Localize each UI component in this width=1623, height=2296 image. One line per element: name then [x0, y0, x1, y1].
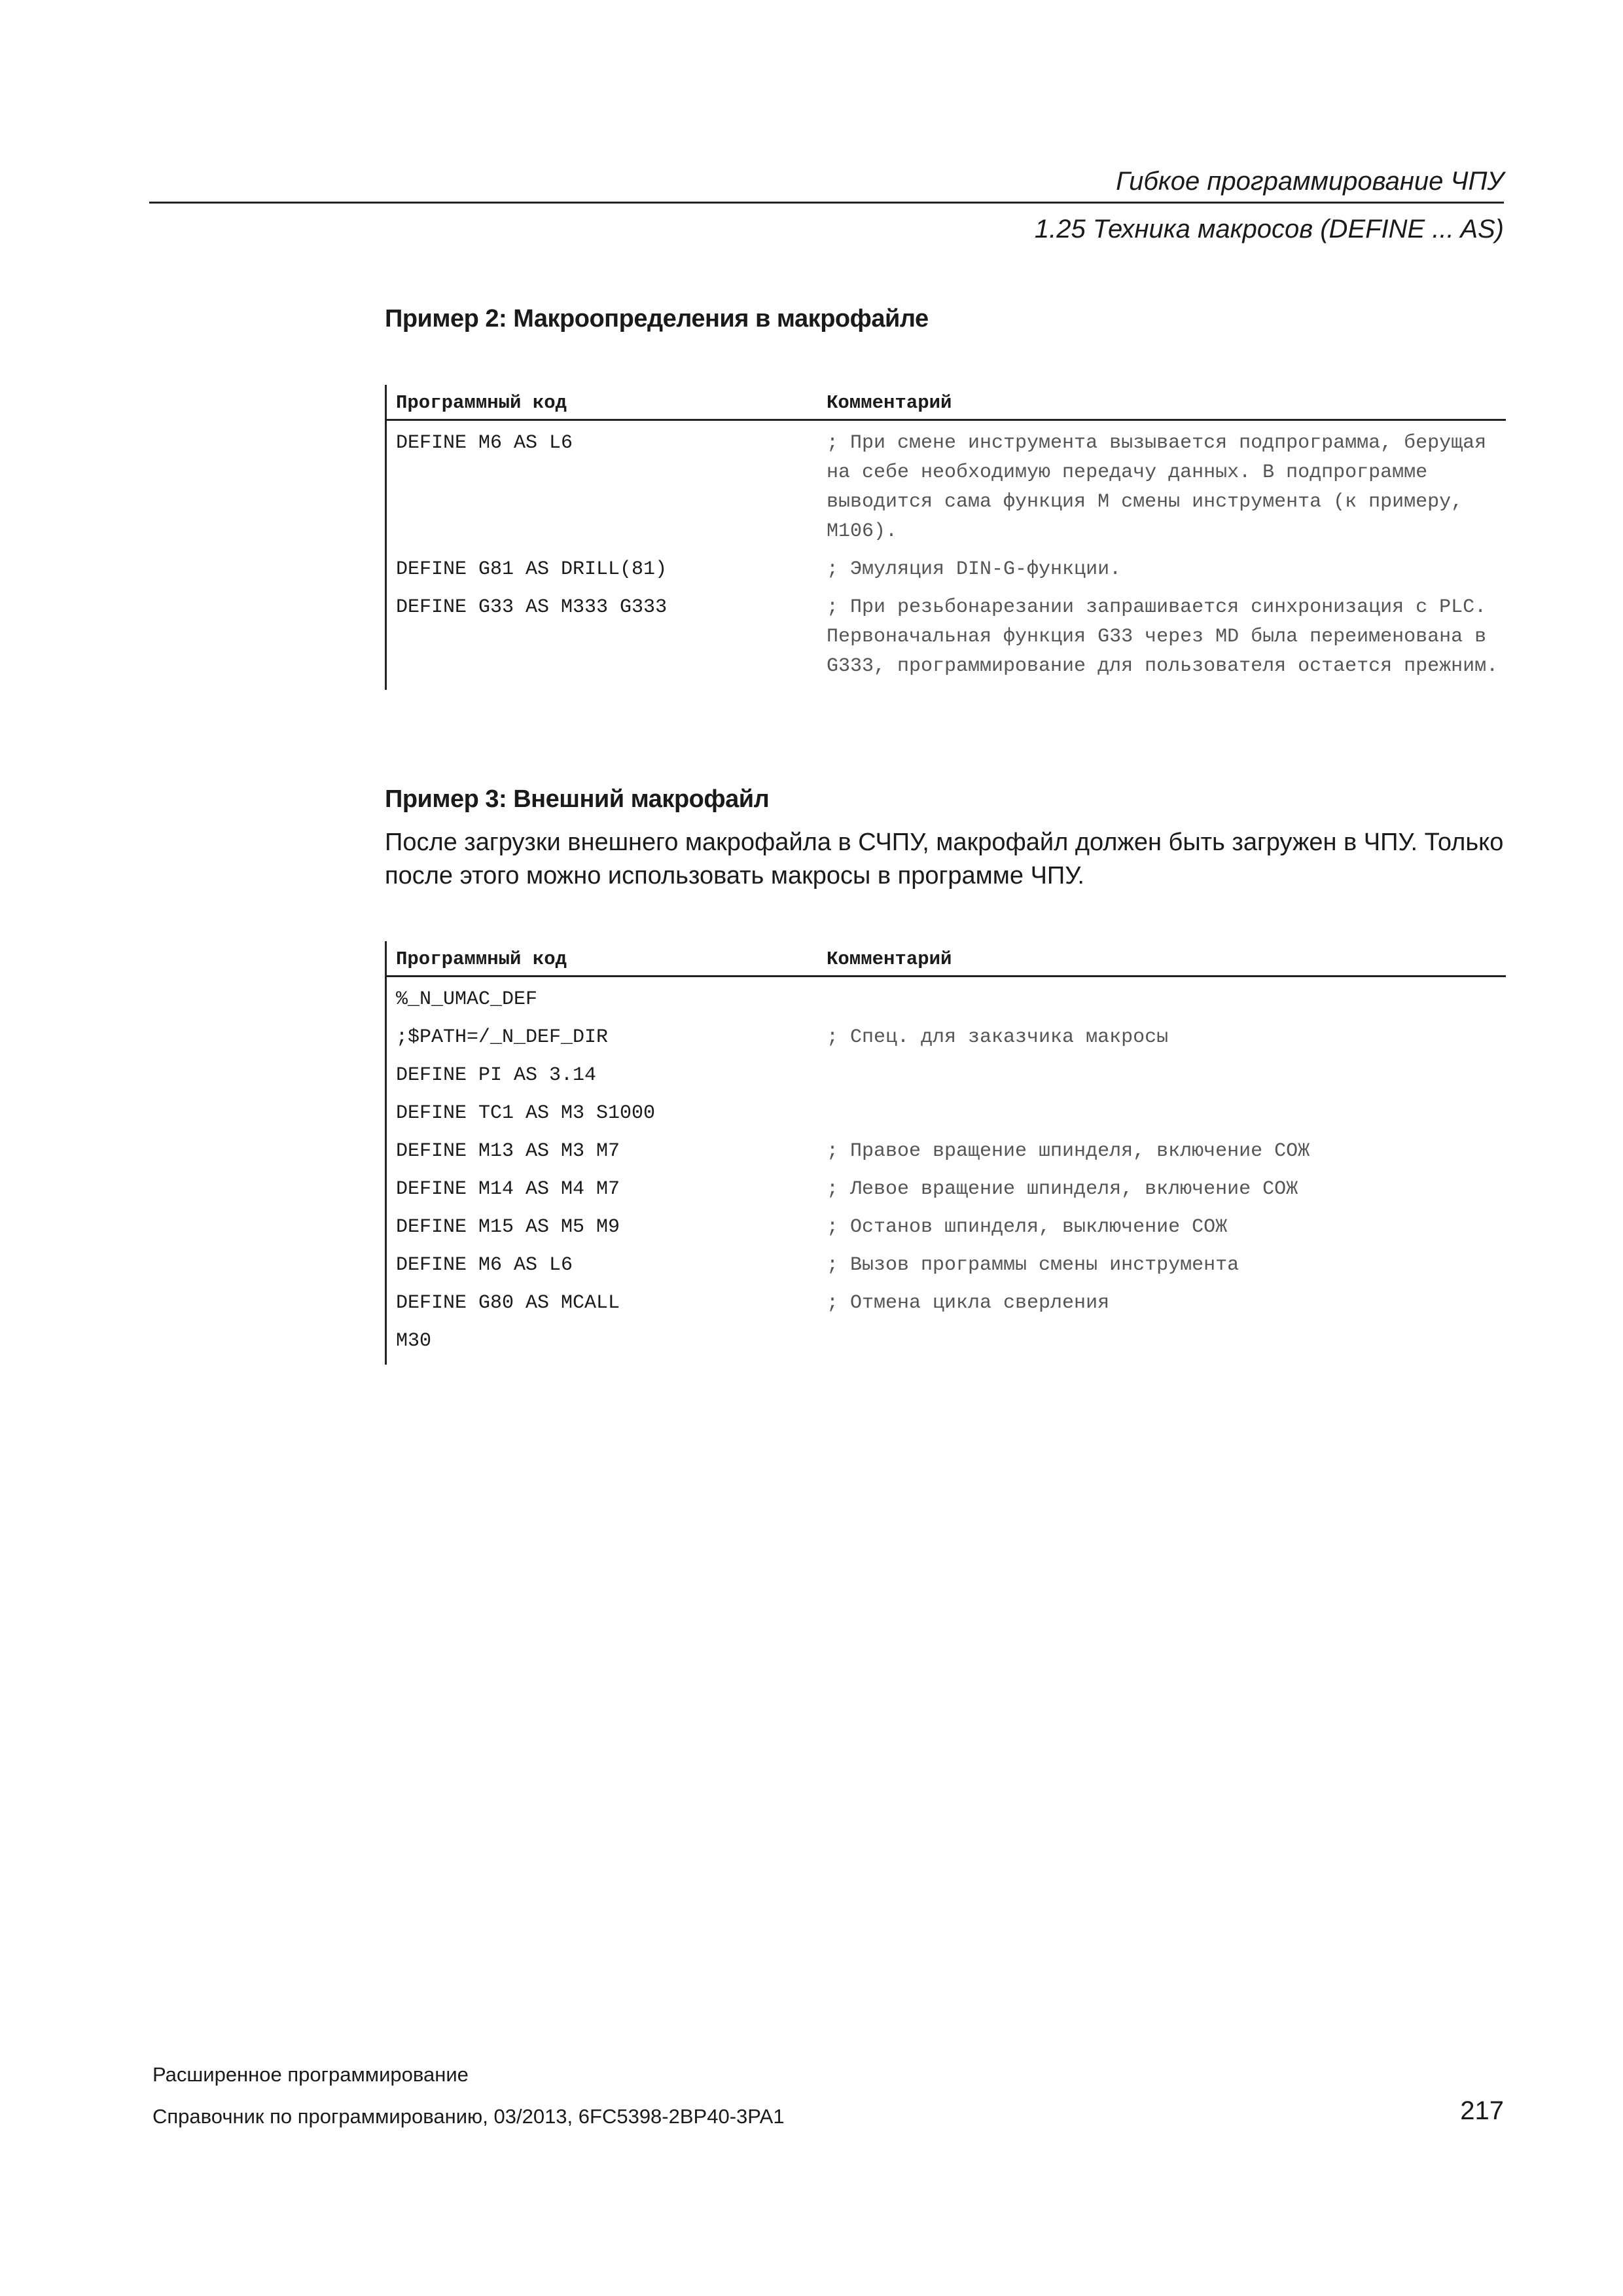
code-cell: %_N_UMAC_DEF: [396, 988, 538, 1011]
comment-cell: [827, 985, 1506, 1014]
table-body: [387, 421, 1506, 681]
table-row: [387, 1327, 1506, 1356]
code-cell: DEFINE M15 AS M5 M9: [396, 1216, 620, 1238]
comment-cell: ; При смене инструмента вызывается подпрограмма, берущая на себе необходимую передачу данных. В подпрограмме выводится сама функция M смены инструмента (к примеру, M106).: [827, 432, 1487, 543]
table-row: [387, 1251, 1506, 1280]
code-cell: DEFINE G81 AS DRILL(81): [396, 558, 668, 581]
table-row: [387, 593, 1506, 681]
comment-cell: ; Вызов программы смены инструмента: [827, 1254, 1240, 1276]
example3-paragraph: После загрузки внешнего макрофайла в СЧПУ, макрофайл должен быть загружен в ЧПУ. Только после этого можно использовать макросы в программе ЧПУ.: [385, 829, 1504, 889]
running-header: [149, 162, 1504, 248]
comment-cell: ; Отмена цикла сверления: [827, 1292, 1110, 1314]
example3-code-table: [385, 941, 1506, 1365]
table-row: [387, 429, 1506, 547]
header-rule: [149, 202, 1504, 204]
example3-title: Пример 3: Внешний макрофайл: [385, 785, 770, 813]
table-row: [387, 1137, 1506, 1166]
table-row: [387, 1175, 1506, 1204]
table-row: [387, 1289, 1506, 1318]
table-row: [387, 1023, 1506, 1052]
table-row: [387, 555, 1506, 584]
table-header: [387, 385, 1506, 421]
comment-cell: [827, 1061, 1506, 1090]
table-header: [387, 941, 1506, 977]
code-cell: DEFINE M13 AS M3 M7: [396, 1140, 620, 1162]
comment-cell: ; При резьбонарезании запрашивается синхронизация с PLC. Первоначальная функция G33 через MD была переименована в G333, программирование для пользователя остается прежним.: [827, 596, 1499, 677]
code-cell: DEFINE M6 AS L6: [396, 432, 573, 454]
comment-cell: ; Левое вращение шпинделя, включение СОЖ: [827, 1178, 1298, 1200]
page-number: 217: [1460, 2096, 1504, 2125]
code-cell: DEFINE TC1 AS M3 S1000: [396, 1102, 656, 1124]
code-cell: M30: [396, 1330, 432, 1352]
example2-code-table: [385, 385, 1506, 690]
table-row: [387, 1213, 1506, 1242]
table-row: [387, 1061, 1506, 1090]
header-section: 1.25 Техника макросов (DEFINE ... AS): [1034, 215, 1504, 243]
code-cell: DEFINE M6 AS L6: [396, 1254, 573, 1276]
code-cell: DEFINE M14 AS M4 M7: [396, 1178, 620, 1200]
code-cell: DEFINE G80 AS MCALL: [396, 1292, 620, 1314]
header-chapter: Гибкое программирование ЧПУ: [1116, 167, 1504, 196]
code-cell: DEFINE G33 AS M333 G333: [396, 596, 668, 619]
comment-cell: ; Останов шпинделя, выключение СОЖ: [827, 1216, 1228, 1238]
code-cell: ;$PATH=/_N_DEF_DIR: [396, 1026, 609, 1049]
comment-cell: [827, 1099, 1506, 1128]
footer-subtitle: Справочник по программированию, 03/2013, 6FC5398-2BP40-3PA1: [152, 2105, 785, 2128]
footer-title: Расширенное программирование: [152, 2063, 469, 2086]
header-program-code: Программный код: [396, 948, 567, 970]
code-cell: DEFINE PI AS 3.14: [396, 1064, 597, 1086]
comment-cell: ; Спец. для заказчика макросы: [827, 1026, 1169, 1049]
comment-cell: ; Правое вращение шпинделя, включение СОЖ: [827, 1140, 1310, 1162]
example2-title: Пример 2: Макроопределения в макрофайле: [385, 305, 929, 332]
header-comment: Комментарий: [827, 392, 952, 414]
table-row: [387, 985, 1506, 1014]
comment-cell: [827, 1327, 1506, 1356]
header-program-code: Программный код: [396, 392, 567, 414]
table-body: [387, 977, 1506, 1356]
header-comment: Комментарий: [827, 948, 952, 970]
table-row: [387, 1099, 1506, 1128]
comment-cell: ; Эмуляция DIN-G-функции.: [827, 558, 1122, 581]
